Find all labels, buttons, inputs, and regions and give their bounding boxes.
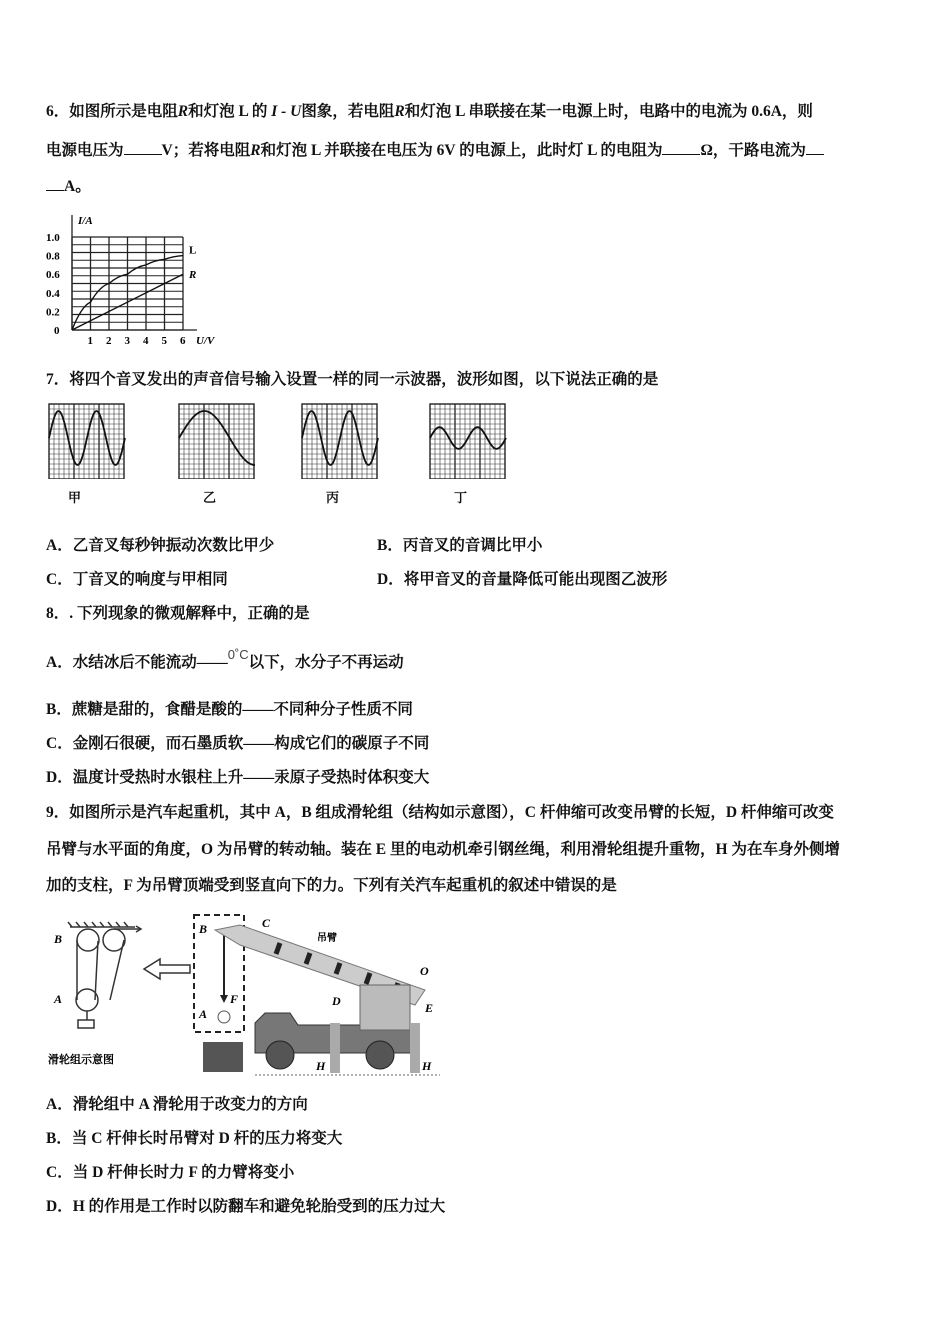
legend-label-R: R <box>189 269 197 282</box>
x-tick-label: 3 <box>124 335 130 347</box>
text: 和灯泡 L 串联接在某一电源上时，电路中的电流为 0.6A，则 <box>404 103 813 120</box>
label-arm: 吊臂 <box>317 933 337 944</box>
temperature-image: 0˚C <box>227 647 249 662</box>
oscilloscope-4 <box>428 402 508 479</box>
q8-option-d[interactable]: D．温度计受热时水银柱上升——汞原子受热时体积变大 <box>46 769 430 786</box>
q8-option-c[interactable]: C．金刚石很硬，而石墨质软——构成它们的碳原子不同 <box>46 735 430 752</box>
label-f: F <box>230 992 239 1006</box>
label-d: D <box>332 994 341 1008</box>
text: A。 <box>64 178 91 195</box>
x-axis-label: U/V <box>196 335 215 347</box>
chart-grid <box>72 237 183 330</box>
x-tick-label: 6 <box>180 335 186 347</box>
y-tick-label: 0.2 <box>46 306 60 319</box>
legend-label-L: L <box>189 244 197 257</box>
x-tick-label: 1 <box>87 335 93 347</box>
q9-line-3: 加的支柱，F 为吊臂顶端受到竖直向下的力。下列有关汽车起重机的叙述中错误的是 <box>46 877 617 894</box>
waveform <box>430 427 506 449</box>
y-tick-label: 0.4 <box>46 287 60 300</box>
label-a: A <box>199 1007 208 1021</box>
label-b: B <box>54 932 63 946</box>
q9-option-c[interactable]: C．当 D 杆伸长时力 F 的力臂将变小 <box>46 1164 295 1181</box>
y-tick-label: 1.0 <box>46 232 60 244</box>
q7-option-c[interactable]: C．丁音叉的响度与甲相同 <box>46 571 228 588</box>
x-tick-label: 4 <box>143 335 149 347</box>
pulley-diagram <box>68 922 190 1028</box>
x-tick-label: 2 <box>106 335 112 347</box>
answer-blank-1[interactable] <box>124 140 162 155</box>
oscilloscope-1 <box>47 402 127 479</box>
oscilloscope-label: 乙 <box>203 490 217 505</box>
q6-line-3 <box>46 176 91 197</box>
q9-option-b[interactable]: B．当 C 杆伸长时吊臂对 D 杆的压力将变大 <box>46 1130 343 1147</box>
var-iu: I - U <box>271 103 302 120</box>
label-h: H <box>422 1059 432 1073</box>
q8-stem: 8．. 下列现象的微观解释中，正确的是 <box>46 605 310 622</box>
label-o: O <box>420 964 429 978</box>
oscilloscope-label: 甲 <box>68 490 82 505</box>
oscilloscope-3 <box>300 402 380 479</box>
q7-stem: 7．将四个音叉发出的声音信号输入设置一样的同一示波器，波形如图，以下说法正确的是 <box>46 371 659 388</box>
q7-option-d[interactable]: D．将甲音叉的音量降低可能出现图乙波形 <box>377 571 668 588</box>
q9-line-1: 9．如图所示是汽车起重机，其中 A，B 组成滑轮组（结构如示意图），C 杆伸缩可改变吊臂的长短，D 杆伸缩可改变 <box>46 804 834 821</box>
var-r: R <box>177 103 189 120</box>
q7-option-a[interactable]: A．乙音叉每秒钟振动次数比甲少 <box>46 537 275 554</box>
crane-figure <box>40 905 450 1085</box>
y-tick-label: 0.6 <box>46 269 60 282</box>
answer-blank-3[interactable] <box>806 140 824 155</box>
text: 电源电压为 <box>46 142 124 159</box>
q8-option-a[interactable] <box>46 645 404 673</box>
text: A．水结冰后不能流动—— <box>46 654 228 671</box>
oscilloscope-label: 丁 <box>454 490 468 505</box>
y-tick-label: 0 <box>54 325 60 337</box>
q6-line-1 <box>46 102 813 122</box>
q6-line-2 <box>46 140 824 161</box>
label-E: E <box>425 1001 434 1015</box>
text: 6．如图所示是电阻 <box>46 103 178 120</box>
label-c: C <box>262 916 271 930</box>
iu-chart <box>40 210 240 350</box>
q9-option-d[interactable]: D．H 的作用是工作时以防翻车和避免轮胎受到的压力过大 <box>46 1198 446 1215</box>
text: 以下，水分子不再运动 <box>248 654 404 671</box>
q9-option-a[interactable]: A．滑轮组中 A 滑轮用于改变力的方向 <box>46 1096 308 1113</box>
y-tick-label: 0.8 <box>46 250 60 263</box>
q9-line-2: 吊臂与水平面的角度，O 为吊臂的转动轴。装在 E 里的电动机牵引钢丝绳，利用滑轮组提升重物，H 为在车身外侧增 <box>46 841 840 858</box>
answer-blank-2[interactable] <box>662 140 700 155</box>
oscilloscope-2 <box>177 402 257 479</box>
x-tick-label: 5 <box>161 335 167 347</box>
label-b: B <box>199 922 208 936</box>
text: Ω，干路电流为 <box>700 142 806 159</box>
text: 和灯泡 L 并联接在电压为 6V 的电源上，此时灯 L 的电阻为 <box>260 142 663 159</box>
figure-caption: 滑轮组示意图 <box>48 1054 114 1066</box>
answer-blank-3-cont[interactable] <box>46 176 64 191</box>
q7-option-b[interactable]: B．丙音叉的音调比甲小 <box>377 537 543 554</box>
text: 和灯泡 L 的 <box>188 103 268 120</box>
y-axis-label: I/A <box>78 215 93 227</box>
label-a: A <box>54 992 63 1006</box>
var-r: R <box>394 103 405 120</box>
label-h: H <box>316 1059 326 1073</box>
text: 图象，若电阻 <box>301 103 395 120</box>
text: V；若将电阻 <box>161 142 251 159</box>
var-r: R <box>250 142 261 159</box>
oscilloscope-label: 丙 <box>326 490 340 505</box>
q8-option-b[interactable]: B．蔗糖是甜的，食醋是酸的——不同种分子性质不同 <box>46 701 413 718</box>
